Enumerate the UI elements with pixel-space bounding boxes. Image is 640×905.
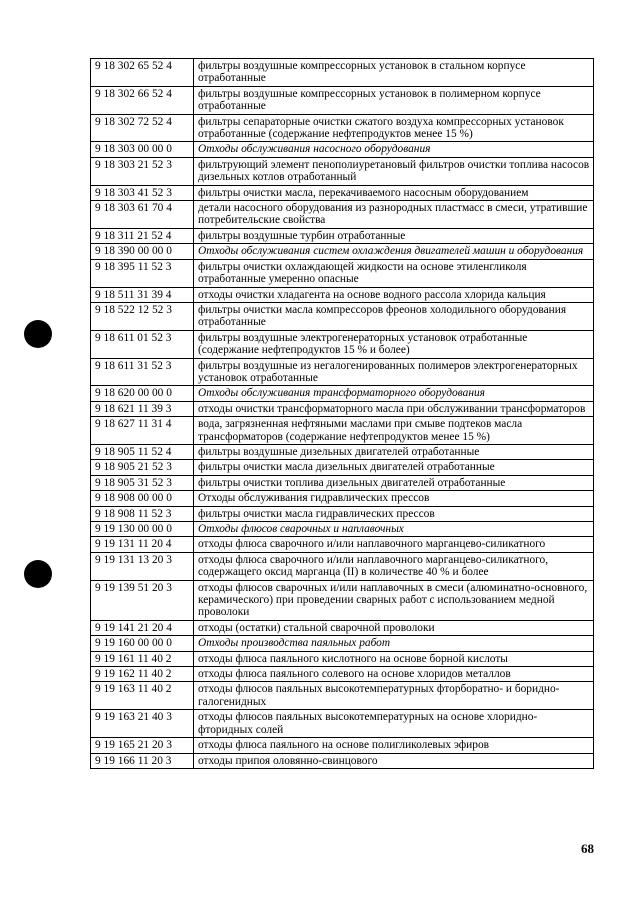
waste-description-cell: отходы флюса паяльного на основе полигликолевых эфиров — [194, 738, 594, 753]
waste-description-cell: отходы очистки хладагента на основе водного рассола хлорида кальция — [194, 287, 594, 302]
punch-hole-mark — [24, 560, 52, 588]
waste-code-cell: 9 18 611 31 52 3 — [91, 358, 194, 386]
table-row — [91, 287, 594, 302]
waste-code-cell: 9 19 161 11 40 2 — [91, 651, 194, 666]
waste-description-cell: отходы флюсов паяльных высокотемпературных фторборатно- и боридно-галогенидных — [194, 682, 594, 710]
waste-code-cell: 9 18 627 11 31 4 — [91, 417, 194, 445]
waste-description-cell: отходы флюсов паяльных высокотемпературных на основе хлоридно-фторидных солей — [194, 710, 594, 738]
table-row — [91, 537, 594, 552]
table-row — [91, 667, 594, 682]
waste-code-cell: 9 18 611 01 52 3 — [91, 330, 194, 358]
table-row — [91, 358, 594, 386]
table-row — [91, 417, 594, 445]
waste-code-cell: 9 18 905 31 52 3 — [91, 475, 194, 490]
waste-classification-table — [90, 58, 594, 769]
waste-description-cell: фильтры очистки масла дизельных двигателей отработанные — [194, 460, 594, 475]
table-row — [91, 460, 594, 475]
table-row — [91, 201, 594, 229]
group-title-cell: Отходы производства паяльных работ — [194, 636, 594, 651]
waste-code-cell: 9 19 160 00 00 0 — [91, 636, 194, 651]
table-row — [91, 330, 594, 358]
punch-hole-mark — [24, 320, 52, 348]
waste-code-cell: 9 19 131 11 20 4 — [91, 537, 194, 552]
waste-description-cell: фильтры воздушные электрогенераторных установок отработанные (содержание нефтепродуктов 15 % и более) — [194, 330, 594, 358]
group-title-cell: Отходы обслуживания трансформаторного оборудования — [194, 386, 594, 401]
table-row — [91, 444, 594, 459]
group-title-cell: Отходы обслуживания систем охлаждения двигателей машин и оборудования — [194, 244, 594, 259]
waste-description-cell: вода, загрязненная нефтяными маслами при смыве подтеков масла трансформаторов (содержание нефтепродуктов менее 15 %) — [194, 417, 594, 445]
waste-code-cell: 9 18 511 31 39 4 — [91, 287, 194, 302]
waste-code-cell: 9 19 131 13 20 3 — [91, 552, 194, 580]
waste-code-cell: 9 19 139 51 20 3 — [91, 580, 194, 620]
waste-description-cell: фильтры очистки охлаждающей жидкости на основе этиленгликоля отработанные умеренно опасные — [194, 259, 594, 287]
waste-description-cell: детали насосного оборудования из разнородных пластмасс в смеси, утратившие потребительские свойства — [194, 201, 594, 229]
table-row — [91, 302, 594, 330]
waste-code-cell: 9 18 522 12 52 3 — [91, 302, 194, 330]
table-row — [91, 157, 594, 185]
waste-description-cell: фильтры очистки масла гидравлических прессов — [194, 506, 594, 521]
waste-description-cell: отходы (остатки) стальной сварочной проволоки — [194, 620, 594, 635]
waste-description-cell: отходы флюса сварочного и/или наплавочного марганцево-силикатного — [194, 537, 594, 552]
waste-description-cell: отходы флюса паяльного солевого на основе хлоридов металлов — [194, 667, 594, 682]
waste-code-cell: 9 18 303 41 52 3 — [91, 185, 194, 200]
group-title-cell: Отходы обслуживания гидравлических прессов — [194, 491, 594, 506]
table-row — [91, 620, 594, 635]
table-row — [91, 401, 594, 416]
group-header-row — [91, 522, 594, 537]
waste-description-cell: отходы очистки трансформаторного масла при обслуживании трансформаторов — [194, 401, 594, 416]
waste-code-cell: 9 18 303 61 70 4 — [91, 201, 194, 229]
waste-description-cell: фильтры воздушные компрессорных установок в стальном корпусе отработанные — [194, 59, 594, 87]
table-row — [91, 753, 594, 768]
waste-description-cell: фильтрующий элемент пенополиуретановый фильтров очистки топлива насосов дизельных котлов отработанный — [194, 157, 594, 185]
waste-code-cell: 9 18 302 72 52 4 — [91, 114, 194, 142]
waste-code-cell: 9 19 165 21 20 3 — [91, 738, 194, 753]
waste-description-cell: отходы флюса сварочного и/или наплавочного марганцево-силикатного, содержащего оксид марганца (II) в количестве 40 % и более — [194, 552, 594, 580]
group-header-row — [91, 386, 594, 401]
waste-description-cell: фильтры воздушные из негалогенированных полимеров электрогенераторных установок отработанные — [194, 358, 594, 386]
waste-description-cell: фильтры сепараторные очистки сжатого воздуха компрессорных установок отработанные (содержание нефтепродуктов менее 15 %) — [194, 114, 594, 142]
waste-code-cell: 9 18 620 00 00 0 — [91, 386, 194, 401]
waste-description-cell: фильтры воздушные компрессорных установок в полимерном корпусе отработанные — [194, 86, 594, 114]
table-row — [91, 651, 594, 666]
waste-description-cell: фильтры воздушные турбин отработанные — [194, 228, 594, 243]
table-row — [91, 738, 594, 753]
waste-code-cell: 9 19 163 21 40 3 — [91, 710, 194, 738]
group-title-cell: Отходы обслуживания насосного оборудования — [194, 142, 594, 157]
waste-code-cell: 9 19 162 11 40 2 — [91, 667, 194, 682]
waste-description-cell: фильтры очистки топлива дизельных двигателей отработанные — [194, 475, 594, 490]
waste-code-cell: 9 19 141 21 20 4 — [91, 620, 194, 635]
table-row — [91, 86, 594, 114]
table-row — [91, 552, 594, 580]
group-header-row — [91, 142, 594, 157]
waste-code-cell: 9 18 908 00 00 0 — [91, 491, 194, 506]
waste-code-cell: 9 18 302 65 52 4 — [91, 59, 194, 87]
waste-description-cell: фильтры воздушные дизельных двигателей отработанные — [194, 444, 594, 459]
table-row — [91, 59, 594, 87]
group-header-row — [91, 491, 594, 506]
table-row — [91, 114, 594, 142]
waste-code-cell: 9 18 311 21 52 4 — [91, 228, 194, 243]
table-row — [91, 682, 594, 710]
group-header-row — [91, 636, 594, 651]
table-row — [91, 710, 594, 738]
table-row — [91, 506, 594, 521]
waste-code-cell: 9 18 395 11 52 3 — [91, 259, 194, 287]
waste-description-cell: отходы флюса паяльного кислотного на основе борной кислоты — [194, 651, 594, 666]
waste-code-cell: 9 18 303 21 52 3 — [91, 157, 194, 185]
table-row — [91, 259, 594, 287]
group-title-cell: Отходы флюсов сварочных и наплавочных — [194, 522, 594, 537]
table-row — [91, 580, 594, 620]
waste-description-cell: отходы флюсов сварочных и/или наплавочных в смеси (алюминатно-основного, керамического) при проведении сварных работ с использованием медной проволоки — [194, 580, 594, 620]
table-row — [91, 185, 594, 200]
waste-code-cell: 9 18 390 00 00 0 — [91, 244, 194, 259]
waste-code-cell: 9 18 905 11 52 4 — [91, 444, 194, 459]
waste-code-cell: 9 18 905 21 52 3 — [91, 460, 194, 475]
waste-description-cell: фильтры очистки масла, перекачиваемого насосным оборудованием — [194, 185, 594, 200]
waste-description-cell: фильтры очистки масла компрессоров фреонов холодильного оборудования отработанные — [194, 302, 594, 330]
waste-code-cell: 9 18 303 00 00 0 — [91, 142, 194, 157]
group-header-row — [91, 244, 594, 259]
waste-description-cell: отходы припоя оловянно-свинцового — [194, 753, 594, 768]
waste-code-cell: 9 18 908 11 52 3 — [91, 506, 194, 521]
waste-code-cell: 9 19 130 00 00 0 — [91, 522, 194, 537]
table-row — [91, 475, 594, 490]
waste-code-cell: 9 18 621 11 39 3 — [91, 401, 194, 416]
waste-code-cell: 9 19 163 11 40 2 — [91, 682, 194, 710]
page-number: 68 — [581, 841, 594, 856]
waste-code-cell: 9 19 166 11 20 3 — [91, 753, 194, 768]
waste-code-cell: 9 18 302 66 52 4 — [91, 86, 194, 114]
table-row — [91, 228, 594, 243]
